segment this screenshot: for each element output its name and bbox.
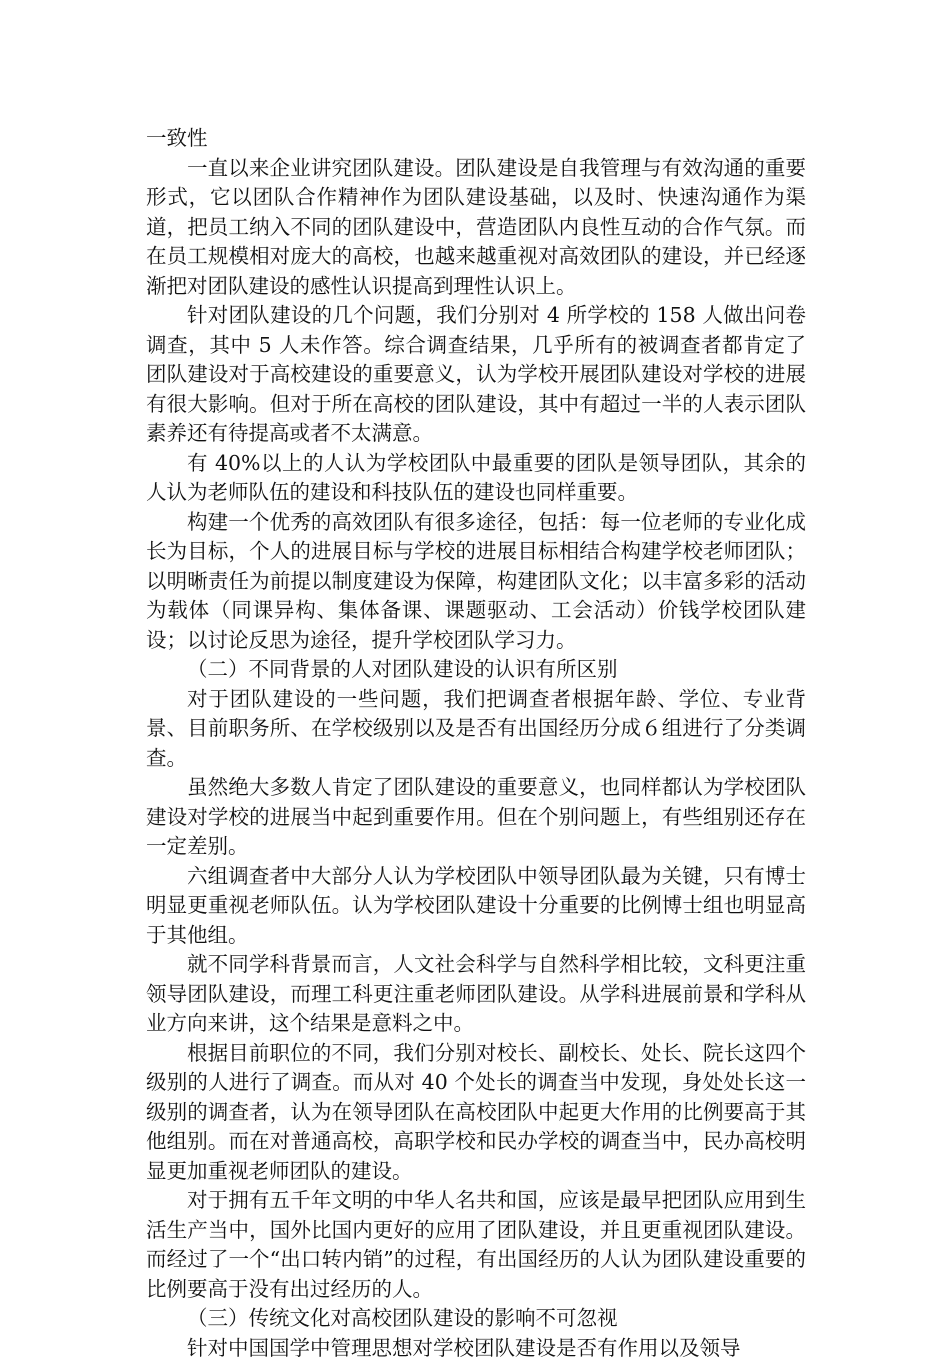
paragraph: 六组调查者中大部分人认为学校团队中领导团队最为关键，只有博士明显更重视老师队伍。认为学校团队建设十分重要的比例博士组也明显高于其他组。 bbox=[146, 862, 806, 951]
paragraph: 有 40%以上的人认为学校团队中最重要的团队是领导团队，其余的人认为老师队伍的建设和科技队伍的建设也同样重要。 bbox=[146, 449, 806, 508]
paragraph: 对于拥有五千年文明的中华人名共和国，应该是最早把团队应用到生活生产当中，国外比国内更好的应用了团队建设，并且更重视团队建设。而经过了一个“出口转内销”的过程，有出国经历的人认为团队建设重要的比例要高于没有出过经历的人。 bbox=[146, 1186, 806, 1304]
section-heading: （三）传统文化对高校团队建设的影响不可忽视 bbox=[146, 1304, 806, 1334]
paragraph: 根据目前职位的不同，我们分别对校长、副校长、处长、院长这四个级别的人进行了调查。而从对 40 个处长的调查当中发现，身处处长这一级别的调查者，认为在领导团队在高校团队中起更大作用的比例要高于其他组别。而在对普通高校，高职学校和民办学校的调查当中，民办高校明显更加重视老师团队的建设。 bbox=[146, 1039, 806, 1187]
paragraph: 就不同学科背景而言，人文社会科学与自然科学相比较，文科更注重领导团队建设，而理工科更注重老师团队建设。从学科进展前景和学科从业方向来讲，这个结果是意料之中。 bbox=[146, 950, 806, 1039]
paragraph: 针对团队建设的几个问题，我们分别对 4 所学校的 158 人做出问卷调查，其中 5 人未作答。综合调查结果，几乎所有的被调查者都肯定了团队建设对于高校建设的重要意义，认为学校开展团队建设对学校的进展有很大影响。但对于所在高校的团队建设，其中有超过一半的人表示团队素养还有待提高或者不太满意。 bbox=[146, 301, 806, 449]
paragraph: 一直以来企业讲究团队建设。团队建设是自我管理与有效沟通的重要形式，它以团队合作精神作为团队建设基础，以及时、快速沟通作为渠道，把员工纳入不同的团队建设中，营造团队内良性互动的合作气氛。而在员工规模相对庞大的高校，也越来越重视对高效团队的建设，并已经逐渐把对团队建设的感性认识提高到理性认识上。 bbox=[146, 154, 806, 302]
document-body bbox=[146, 124, 806, 1363]
paragraph: 针对中国国学中管理思想对学校团队建设是否有作用以及领导 bbox=[146, 1334, 806, 1363]
paragraph: 一致性 bbox=[146, 124, 806, 154]
paragraph: 构建一个优秀的高效团队有很多途径，包括：每一位老师的专业化成长为目标，个人的进展目标与学校的进展目标相结合构建学校老师团队；以明晰责任为前提以制度建设为保障，构建团队文化；以丰富多彩的活动为载体（同课异构、集体备课、课题驱动、工会活动）价钱学校团队建设；以讨论反思为途径，提升学校团队学习力。 bbox=[146, 508, 806, 656]
paragraph: 虽然绝大多数人肯定了团队建设的重要意义，也同样都认为学校团队建设对学校的进展当中起到重要作用。但在个别问题上，有些组别还存在一定差别。 bbox=[146, 773, 806, 862]
paragraph: 对于团队建设的一些问题，我们把调查者根据年龄、学位、专业背景、目前职务所、在学校级别以及是否有出国经历分成６组进行了分类调查。 bbox=[146, 685, 806, 774]
section-heading: （二）不同背景的人对团队建设的认识有所区别 bbox=[146, 655, 806, 685]
